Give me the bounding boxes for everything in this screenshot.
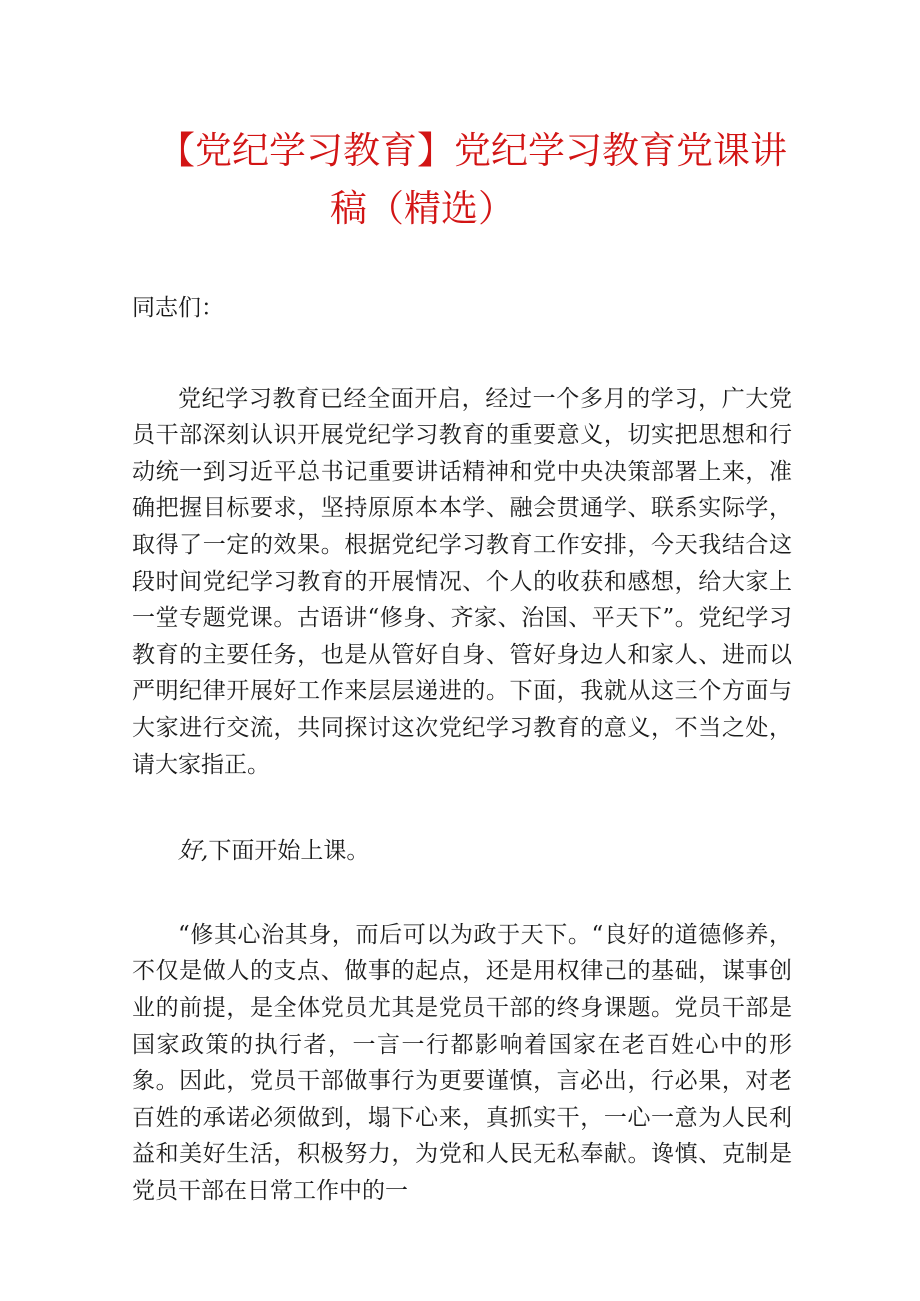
paragraph-intro: 党纪学习教育已经全面开启，经过一个多月的学习，广大党员干部深刻认识开展党纪学习教育的重要意义，切实把思想和行动统一到习近平总书记重要讲话精神和党中央决策部署上来，准确把握目标要求，坚持原原本本学、融会贯通学、联系实际学，取得了一定的效果。根据党纪学习教育工作安排，今天我结合这段时间党纪学习教育的开展情况、个人的收获和感想，给大家上一堂专题党课。古语讲“修身、齐家、治国、平天下”。党纪学习教育的主要任务，也是从管好自身、管好身边人和家人、进而以严明纪律开展好工作来层层递进的。下面，我就从这三个方面与大家进行交流，共同探讨这次党纪学习教育的意义，不当之处，请大家指正。 xyxy=(132,385,792,778)
paragraph-start-lead: 好, xyxy=(178,838,209,865)
paragraph-start-class xyxy=(132,833,792,870)
title-line-1: 【党纪学习教育】党纪学习教育党课讲 xyxy=(158,129,787,172)
salutation: 同志们： xyxy=(132,295,224,321)
paragraph-self-cultivation: “修其心治其身，而后可以为政于天下。“良好的道德修养，不仅是做人的支点、做事的起点，还是用权律己的基础，谋事创业的前提，是全体党员尤其是党员干部的终身课题。党员干部是国家政策的执行者，一言一行都影响着国家在老百姓心中的形象。因此，党员干部做事行为更要谨慎，言必出，行必果，对老百姓的承诺必须做到，塌下心来，真抓实干，一心一意为人民利益和美好生活，积极努力，为党和人民无私奉献。谗慎、克制是党员干部在日常工作中的一 xyxy=(132,921,792,1204)
document-body xyxy=(132,290,792,1259)
document-title xyxy=(130,122,810,238)
paragraph-start-rest: 下面开始上课。 xyxy=(208,838,370,865)
title-line-2: 稿（精选） xyxy=(330,187,515,230)
